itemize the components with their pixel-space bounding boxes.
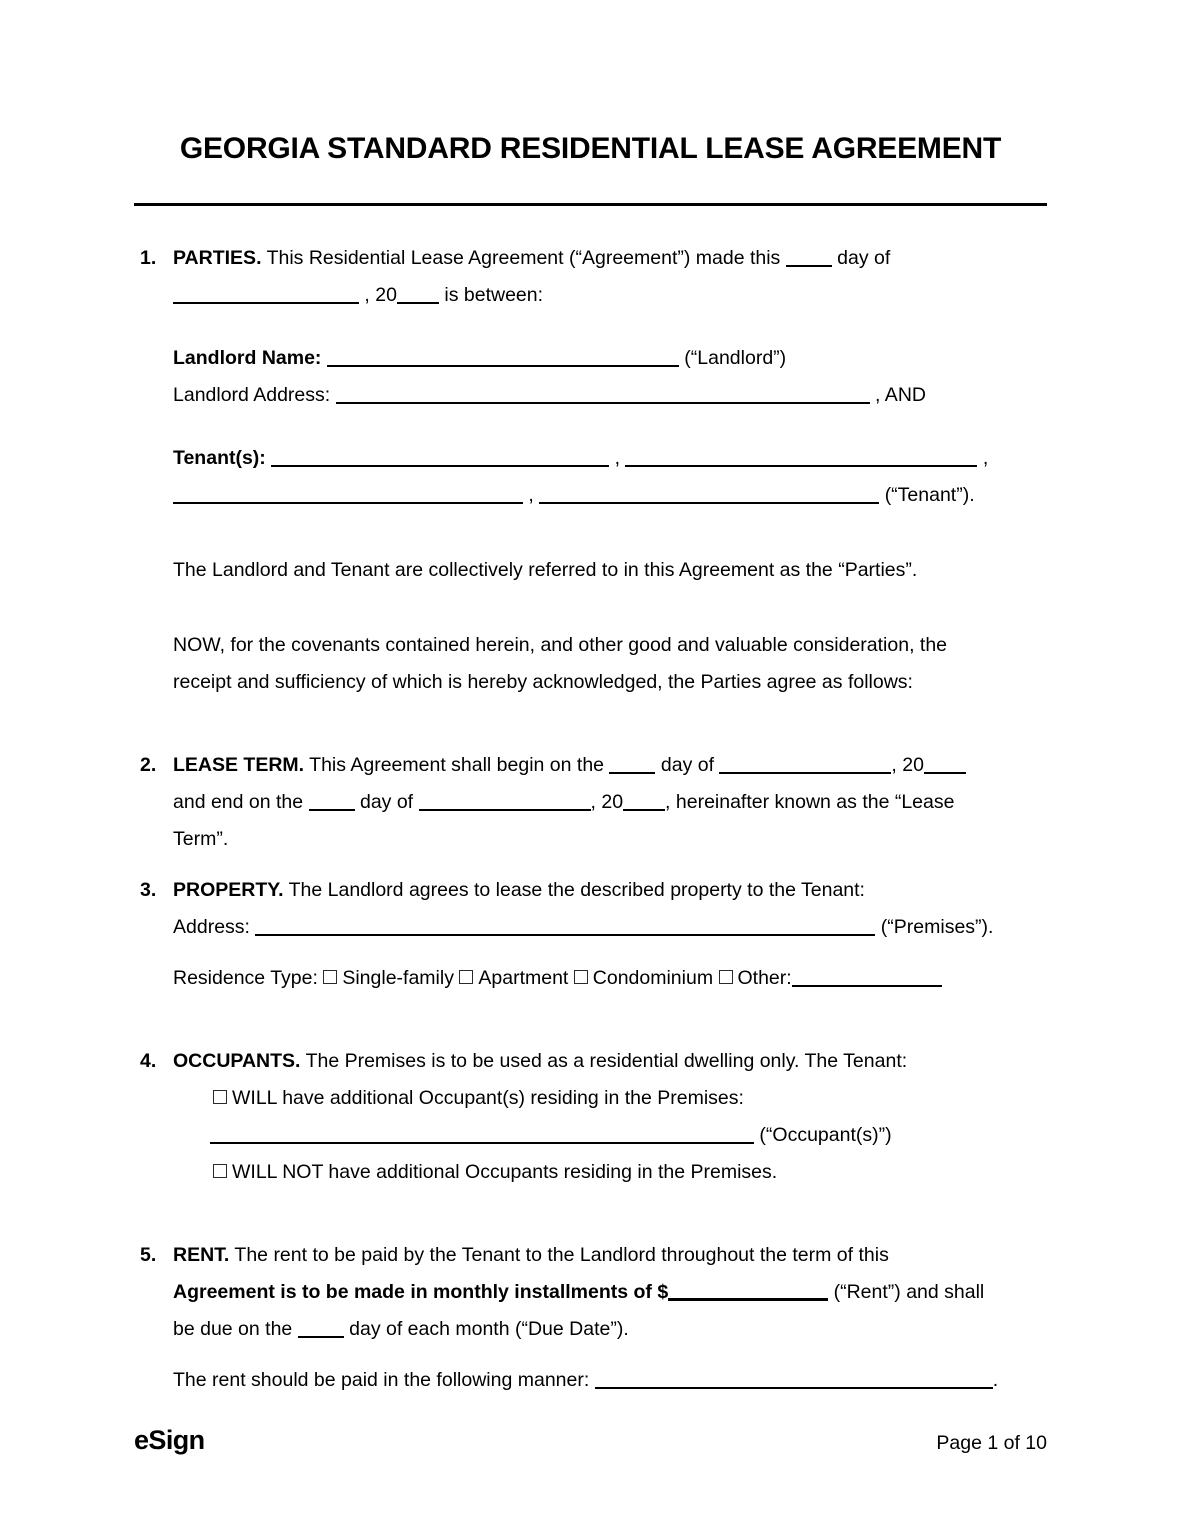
esign-logo: eSign (134, 1425, 205, 1455)
clause-lease-term-number: 2. (140, 754, 157, 776)
checkbox-other[interactable] (719, 970, 733, 984)
residence-option-apartment: Apartment (478, 967, 569, 989)
clause-parties-number: 1. (140, 247, 157, 269)
tenant-separator-3: , (528, 484, 534, 506)
clause-rent-line-1 (0, 1237, 1181, 1274)
clause-rent-line-3 (0, 1311, 1181, 1348)
rent-manner-suffix: . (992, 1369, 999, 1391)
property-address-suffix: (“Premises”). (880, 916, 994, 938)
clause-lease-term-line-1 (0, 747, 1181, 784)
property-address-row (0, 909, 1181, 946)
lease-begin-day-blank[interactable] (609, 755, 655, 774)
clause-parties-text-between: is between: (444, 284, 544, 306)
tenant-row-2 (0, 477, 1181, 514)
title-divider (134, 203, 1047, 206)
clause-rent-line-2 (0, 1274, 1181, 1311)
spacer (0, 1191, 1181, 1237)
rent-line-1-text: The rent to be paid by the Tenant to the Landlord throughout the term of this (234, 1244, 889, 1266)
clause-occupants-line-1 (0, 1043, 1181, 1080)
occupants-names-row (0, 1117, 1181, 1154)
lease-term-text-c: , 20 (891, 754, 924, 776)
rent-amount-prefix: Agreement is to be made in monthly installments of $ (173, 1281, 669, 1303)
residence-option-single-family: Single-family (342, 967, 454, 989)
spacer (0, 314, 1181, 340)
checkbox-apartment[interactable] (459, 970, 473, 984)
clause-lease-term-heading: LEASE TERM. (173, 754, 305, 776)
occupants-names-suffix: (“Occupant(s)”) (759, 1124, 892, 1146)
lease-begin-year-blank[interactable] (924, 755, 966, 774)
lease-term-text-b: day of (660, 754, 714, 776)
clause-rent-number: 5. (140, 1244, 157, 1266)
clause-parties-line-1 (0, 240, 1181, 277)
tenant-blank-2[interactable] (625, 448, 977, 467)
clause-property-number: 3. (140, 879, 157, 901)
parties-month-blank[interactable] (173, 285, 359, 304)
spacer (0, 514, 1181, 552)
residence-option-other: Other: (737, 967, 792, 989)
spacer (0, 997, 1181, 1043)
residence-other-blank[interactable] (792, 968, 942, 987)
parties-day-blank[interactable] (786, 248, 832, 267)
clause-rent-heading: RENT. (173, 1244, 230, 1266)
rent-line-2-suffix: (“Rent”) and shall (833, 1281, 985, 1303)
clause-property-line-1 (0, 872, 1181, 909)
rent-manner-prefix: The rent should be paid in the following manner: (173, 1369, 590, 1391)
rent-due-day-blank[interactable] (298, 1319, 344, 1338)
occupants-will-label: WILL have additional Occupant(s) residing in the Premises: (232, 1087, 744, 1109)
property-address-label: Address: (173, 916, 250, 938)
checkbox-will-not-have-occupants[interactable] (213, 1164, 227, 1178)
landlord-address-suffix: , AND (875, 384, 926, 406)
rent-manner-blank[interactable] (595, 1370, 993, 1389)
landlord-address-blank[interactable] (336, 385, 870, 404)
clause-lease-term (0, 747, 1181, 858)
clause-property (0, 872, 1181, 997)
rent-due-prefix: be due on the (173, 1318, 293, 1340)
clause-lease-term-line-3: Term”. (173, 828, 229, 850)
occupants-intro: The Premises is to be used as a residential dwelling only. The Tenant: (305, 1050, 908, 1072)
clause-parties-heading: PARTIES. (173, 247, 262, 269)
property-intro: The Landlord agrees to lease the described property to the Tenant: (288, 879, 865, 901)
spacer (0, 946, 1181, 960)
tenant-label: Tenant(s): (173, 447, 266, 469)
spacer (0, 701, 1181, 747)
clause-lease-term-line-2 (0, 784, 1181, 821)
rent-due-suffix: day of each month (“Due Date”). (349, 1318, 629, 1340)
lease-end-text-d: , hereinafter known as the “Lease (665, 791, 955, 813)
lease-end-text-c: , 20 (590, 791, 624, 813)
occupants-will-not-row (0, 1154, 1181, 1191)
lease-begin-month-blank[interactable] (719, 755, 891, 774)
parties-now-line-2: receipt and sufficiency of which is hereby acknowledged, the Parties agree as follows: (173, 671, 913, 693)
page-title: GEORGIA STANDARD RESIDENTIAL LEASE AGREEMENT (179, 132, 1002, 165)
document-body (0, 240, 1181, 1399)
residence-option-condominium: Condominium (592, 967, 714, 989)
property-address-blank[interactable] (255, 917, 875, 936)
spacer (0, 858, 1181, 872)
checkbox-will-have-occupants[interactable] (213, 1090, 227, 1104)
lease-end-month-blank[interactable] (419, 792, 591, 811)
parties-collective-text: The Landlord and Tenant are collectively referred to in this Agreement as the “Parties”. (173, 559, 918, 581)
tenant-separator-1: , (614, 447, 621, 469)
tenant-blank-3[interactable] (173, 485, 523, 504)
occupants-names-blank[interactable] (210, 1125, 754, 1144)
page-number: Page 1 of 10 (936, 1432, 1047, 1454)
landlord-address-row (0, 377, 1181, 414)
clause-parties-line-2 (0, 277, 1181, 314)
clause-rent-line-4 (0, 1362, 1181, 1399)
parties-year-blank[interactable] (397, 285, 439, 304)
residence-type-label: Residence Type: (173, 967, 318, 989)
tenant-blank-4[interactable] (539, 485, 879, 504)
clause-parties-text-a: This Residential Lease Agreement (“Agreement”) made this (266, 247, 781, 269)
landlord-name-blank[interactable] (327, 348, 679, 367)
page-footer (134, 1425, 1047, 1456)
clause-parties-text-b: day of (837, 247, 891, 269)
clause-occupants (0, 1043, 1181, 1191)
residence-type-row (0, 960, 1181, 997)
tenant-suffix: (“Tenant”). (884, 484, 975, 506)
checkbox-condominium[interactable] (574, 970, 588, 984)
parties-now-line-1: NOW, for the covenants contained herein, and other good and valuable consideration, the (173, 634, 948, 656)
lease-end-day-blank[interactable] (309, 792, 355, 811)
spacer (0, 589, 1181, 627)
clause-property-heading: PROPERTY. (173, 879, 284, 901)
clause-parties-year-prefix: , 20 (364, 284, 397, 306)
clause-rent (0, 1237, 1181, 1399)
rent-amount-blank[interactable] (668, 1281, 828, 1301)
landlord-name-label: Landlord Name: (173, 347, 322, 369)
tenant-separator-2: , (982, 447, 989, 469)
lease-end-year-blank[interactable] (623, 792, 665, 811)
occupants-will-row (0, 1080, 1181, 1117)
tenant-blank-1[interactable] (271, 448, 609, 467)
spacer (0, 414, 1181, 440)
lease-term-text-a: This Agreement shall begin on the (309, 754, 605, 776)
spacer (0, 1348, 1181, 1362)
occupants-will-not-label: WILL NOT have additional Occupants residing in the Premises. (232, 1161, 778, 1183)
lease-end-text-a: and end on the (173, 791, 304, 813)
tenant-row-1 (0, 440, 1181, 477)
clause-occupants-number: 4. (140, 1050, 157, 1072)
landlord-address-label: Landlord Address: (173, 384, 331, 406)
landlord-name-row (0, 340, 1181, 377)
lease-end-text-b: day of (359, 791, 414, 813)
clause-parties (0, 240, 1181, 701)
landlord-name-suffix: (“Landlord”) (684, 347, 787, 369)
checkbox-single-family[interactable] (323, 970, 337, 984)
clause-occupants-heading: OCCUPANTS. (173, 1050, 301, 1072)
